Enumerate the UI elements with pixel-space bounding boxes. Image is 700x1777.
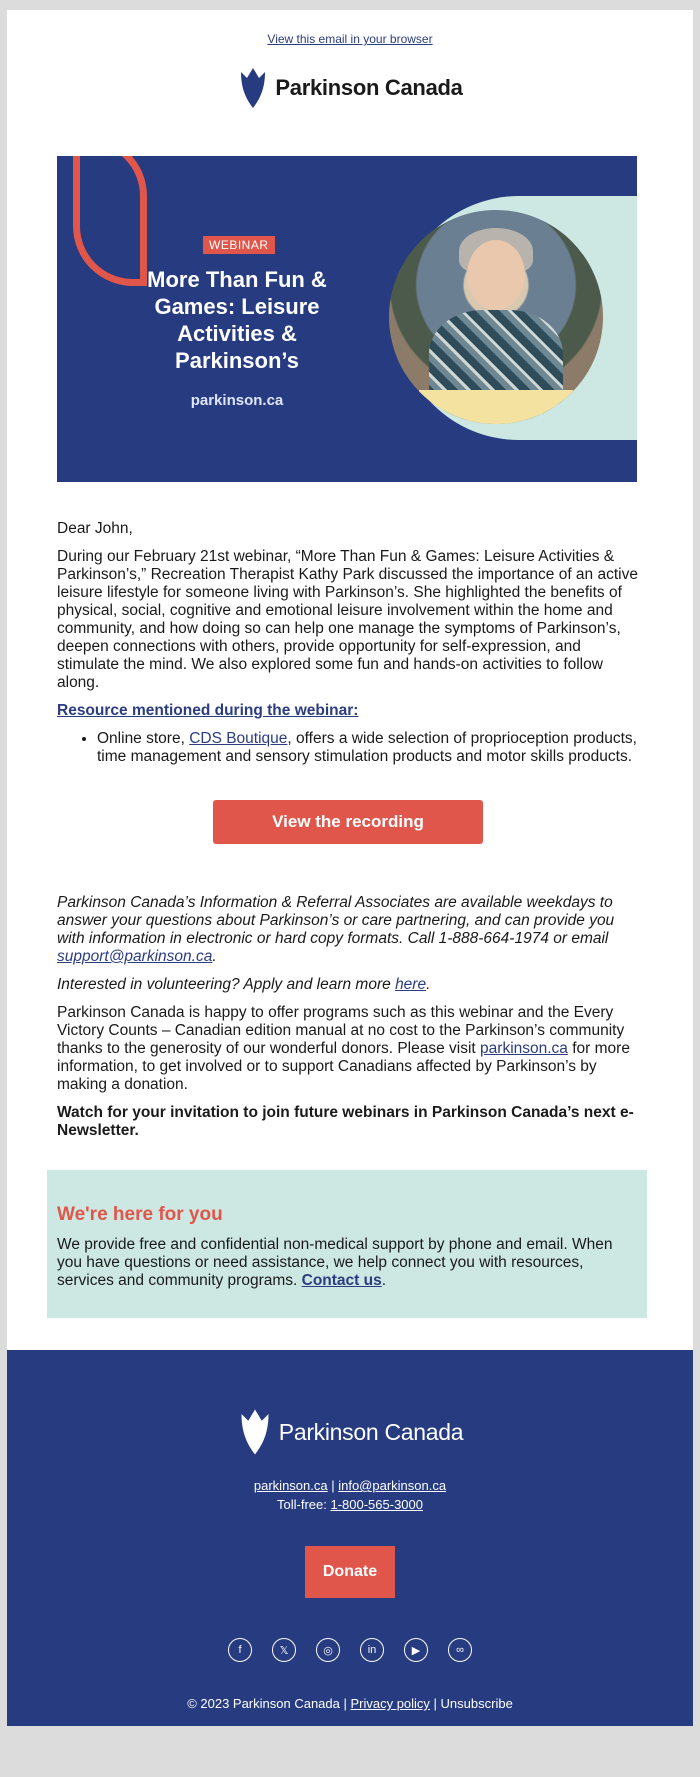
support-email-link[interactable]: support@parkinson.ca: [57, 948, 213, 965]
copyright: © 2023 Parkinson Canada | Privacy policy | Unsubscribe: [187, 1696, 513, 1711]
footer-contact: parkinson.ca | info@parkinson.ca Toll-free: 1-800-565-3000: [253, 1478, 447, 1512]
email-container: [7, 10, 693, 1726]
webinar-badge: WEBINAR: [203, 236, 275, 254]
info-paragraph: Parkinson Canada’s Information & Referral Associates are available weekdays to answer your questions about Parkinson’s or care partnering, and can provide you with information in electronic or hard copy formats. Call 1-888-664-1974 or email support@parkinson.ca.: [57, 894, 615, 965]
linkedin-icon[interactable]: in: [360, 1638, 384, 1662]
link-icon[interactable]: ∞: [448, 1638, 472, 1662]
tollfree-link[interactable]: 1-800-565-3000: [330, 1497, 423, 1512]
top-bar: [7, 10, 693, 48]
footer-email-link[interactable]: info@parkinson.ca: [338, 1478, 447, 1493]
view-recording-button[interactable]: View the recording: [213, 800, 483, 844]
support-box: [47, 1170, 647, 1318]
unsubscribe-link[interactable]: | Unsubscribe: [429, 1696, 513, 1711]
watch-note: Watch for your invitation to join future webinars in Parkinson Canada’s next e-Newsletter.: [57, 1104, 634, 1139]
header-logo[interactable]: [7, 64, 693, 112]
support-text: We provide free and confidential non-medical support by phone and email. When you have questions or need assistance, we help connect you with resources, services and community programs. Contact us.: [57, 1236, 613, 1289]
list-item: • Online store, CDS Boutique, offers a wide selection of proprioception products, time management and sensory stimulation products and motor skills products.: [97, 730, 639, 766]
banner-site: parkinson.ca: [190, 392, 284, 409]
tulip-logo-icon: [237, 66, 269, 110]
logo-text: Parkinson Canada: [275, 75, 463, 100]
programs-paragraph: Parkinson Canada is happy to offer programs such as this webinar and the Every Victory Counts – Canadian edition manual at no cost to the Parkinson’s community thanks to the generosity of our wonderful donors. Please visit parkinson.ca for more information, to get involved or to support Canadians affected by Parkinson’s by making a donation.: [57, 1004, 630, 1093]
volunteer-paragraph: Interested in volunteering? Apply and learn more here.: [57, 976, 431, 993]
webinar-banner: [57, 156, 637, 482]
donate-button[interactable]: Donate: [305, 1546, 395, 1598]
support-heading: We're here for you: [57, 1204, 223, 1225]
footer-logo-text: Parkinson Canada: [278, 1418, 464, 1445]
contact-us-link[interactable]: Contact us: [301, 1272, 382, 1289]
volunteer-link[interactable]: here: [395, 976, 427, 993]
footer: [7, 1350, 693, 1726]
tulip-logo-icon: [237, 1407, 273, 1457]
presenter-photo: [389, 210, 603, 424]
youtube-icon[interactable]: ▶: [404, 1638, 428, 1662]
cds-boutique-link[interactable]: CDS Boutique: [189, 730, 288, 747]
footer-site-link[interactable]: parkinson.ca: [253, 1478, 328, 1493]
greeting: Dear John,: [57, 520, 133, 537]
resource-heading[interactable]: Resource mentioned during the webinar:: [57, 702, 359, 719]
facebook-icon[interactable]: f: [228, 1638, 252, 1662]
email-body: [57, 520, 639, 1150]
footer-logo[interactable]: [7, 1406, 693, 1458]
x-icon[interactable]: 𝕏: [272, 1638, 296, 1662]
privacy-policy-link[interactable]: Privacy policy: [350, 1696, 430, 1711]
instagram-icon[interactable]: ◎: [316, 1638, 340, 1662]
banner-title: More Than Fun & Games: Leisure Activities & Parkinson’s: [147, 267, 327, 373]
resource-list: [57, 730, 639, 766]
intro-paragraph: During our February 21st webinar, “More Than Fun & Games: Leisure Activities & Parkinson’s,” Recreation Therapist Kathy Park discussed the importance of an active leisure lifestyle for someone living with Parkinson’s. She highlighted the benefits of physical, social, cognitive and emotional leisure involvement within the home and community, and how doing so can help one manage the symptoms of Parkinson’s, deepen connections with others, provide opportunity for self-expression, and stimulate the mind. We also explored some fun and hands-on activities to follow along.: [57, 548, 638, 691]
parkinson-site-link[interactable]: parkinson.ca: [480, 1040, 568, 1057]
social-links: [7, 1638, 693, 1662]
view-in-browser-link[interactable]: View this email in your browser: [267, 32, 433, 46]
